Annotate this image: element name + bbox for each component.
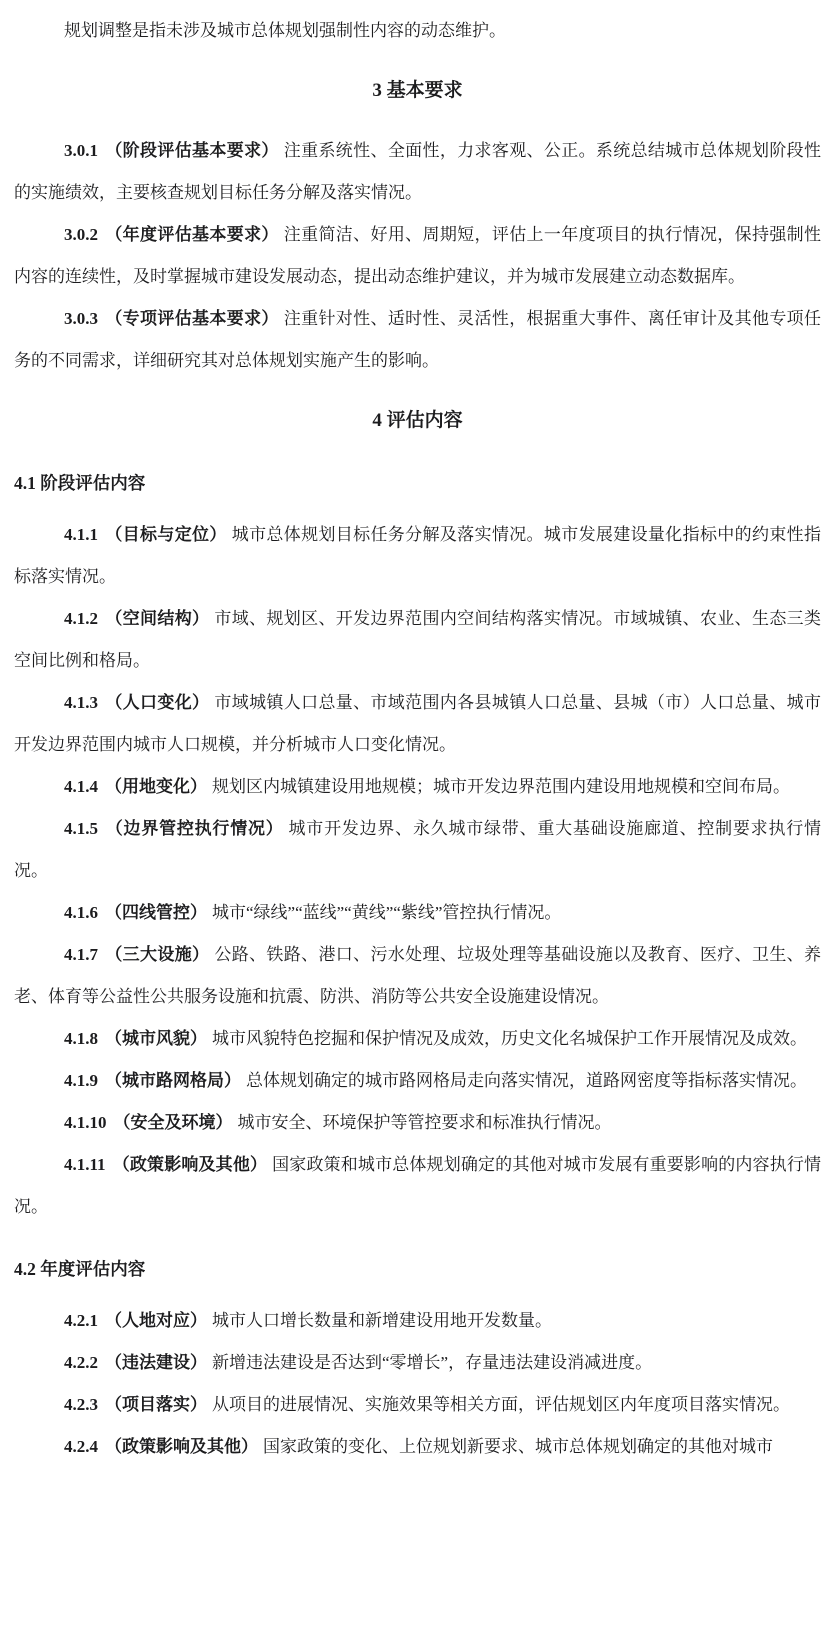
clause-number: 4.1.6 xyxy=(64,903,98,922)
clause-paragraph xyxy=(14,598,821,682)
clause-body: 从项目的进展情况、实施效果等相关方面，评估规划区内年度项目落实情况。 xyxy=(212,1395,790,1414)
clause-number: 4.1.11 xyxy=(64,1155,106,1174)
clause-label: （用地变化） xyxy=(105,777,207,796)
clause-number: 3.0.2 xyxy=(64,225,98,244)
section-4-2-clauses xyxy=(14,1300,821,1468)
clause-paragraph xyxy=(14,1102,821,1144)
clause-number: 4.1.1 xyxy=(64,525,98,544)
clause-label: （人口变化） xyxy=(105,693,210,712)
clause-label: （政策影响及其他） xyxy=(112,1155,268,1174)
clause-body: 城市人口增长数量和新增建设用地开发数量。 xyxy=(212,1311,552,1330)
clause-body: 城市“绿线”“蓝线”“黄线”“紫线”管控执行情况。 xyxy=(212,903,562,922)
clause-body: 总体规划确定的城市路网格局走向落实情况，道路网密度等指标落实情况。 xyxy=(246,1071,807,1090)
clause-paragraph xyxy=(14,1342,821,1384)
clause-body: 注重系统性、全面性，力求客观、公正。系统总结城市总体规划阶段性的实施绩效，主要核查规划目标任务分解及落实情况。 xyxy=(14,141,822,202)
clause-label: （年度评估基本要求） xyxy=(105,225,279,244)
clause-paragraph xyxy=(14,130,821,214)
clause-body: 市域城镇人口总量、市域范围内各县城镇人口总量、县城（市）人口总量、城市开发边界范围内城市人口规模，并分析城市人口变化情况。 xyxy=(14,693,821,754)
clause-paragraph xyxy=(14,934,821,1018)
clause-label: （项目落实） xyxy=(105,1395,207,1414)
clause-number: 4.1.7 xyxy=(64,945,98,964)
clause-body: 国家政策的变化、上位规划新要求、城市总体规划确定的其他对城市 xyxy=(263,1437,773,1456)
clause-body: 注重简洁、好用、周期短，评估上一年度项目的执行情况，保持强制性内容的连续性，及时掌握城市建设发展动态，提出动态维护建议，并为城市发展建立动态数据库。 xyxy=(14,225,822,286)
clause-number: 4.1.8 xyxy=(64,1029,98,1048)
clause-body: 城市开发边界、永久城市绿带、重大基础设施廊道、控制要求执行情况。 xyxy=(14,819,822,880)
clause-label: （三大设施） xyxy=(105,945,210,964)
clause-paragraph xyxy=(14,1384,821,1426)
section-4-2-heading: 4.2 年度评估内容 xyxy=(14,1259,146,1279)
clause-label: （城市风貌） xyxy=(105,1029,207,1048)
clause-number: 4.1.5 xyxy=(64,819,98,838)
clause-label: （专项评估基本要求） xyxy=(105,309,279,328)
clause-paragraph xyxy=(14,514,821,598)
chapter-4-heading: 4 评估内容 xyxy=(372,410,463,431)
clause-body: 公路、铁路、港口、污水处理、垃圾处理等基础设施以及教育、医疗、卫生、养老、体育等公益性公共服务设施和抗震、防洪、消防等公共安全设施建设情况。 xyxy=(14,945,821,1006)
clause-number: 4.1.4 xyxy=(64,777,98,796)
clause-number: 4.1.3 xyxy=(64,693,98,712)
clause-number: 4.2.2 xyxy=(64,1353,98,1372)
clause-label: （空间结构） xyxy=(105,609,210,628)
clause-paragraph xyxy=(14,1144,821,1228)
clause-body: 新增违法建设是否达到“零增长”，存量违法建设消减进度。 xyxy=(212,1353,653,1372)
clause-label: （安全及环境） xyxy=(113,1113,233,1132)
clause-paragraph xyxy=(14,1018,821,1060)
clause-number: 4.1.10 xyxy=(64,1113,107,1132)
clause-paragraph xyxy=(14,808,821,892)
clause-body: 规划区内城镇建设用地规模；城市开发边界范围内建设用地规模和空间布局。 xyxy=(212,777,790,796)
clause-body: 国家政策和城市总体规划确定的其他对城市发展有重要影响的内容执行情况。 xyxy=(14,1155,822,1216)
clause-body: 城市风貌特色挖掘和保护情况及成效，历史文化名城保护工作开展情况及成效。 xyxy=(212,1029,807,1048)
chapter-3-clauses xyxy=(14,130,821,382)
clause-label: （目标与定位） xyxy=(105,525,227,544)
clause-label: （违法建设） xyxy=(105,1353,207,1372)
clause-number: 4.1.9 xyxy=(64,1071,98,1090)
section-4-1-heading: 4.1 阶段评估内容 xyxy=(14,473,146,493)
clause-paragraph xyxy=(14,1426,821,1468)
clause-number: 4.1.2 xyxy=(64,609,98,628)
clause-number: 4.2.3 xyxy=(64,1395,98,1414)
clause-number: 4.2.4 xyxy=(64,1437,98,1456)
clause-paragraph xyxy=(14,1300,821,1342)
chapter-3-heading: 3 基本要求 xyxy=(372,80,463,101)
clause-paragraph xyxy=(14,1060,821,1102)
clause-body: 城市安全、环境保护等管控要求和标准执行情况。 xyxy=(237,1113,612,1132)
clause-body: 市域、规划区、开发边界范围内空间结构落实情况。市域城镇、农业、生态三类空间比例和格局。 xyxy=(14,609,821,670)
clause-number: 4.2.1 xyxy=(64,1311,98,1330)
clause-paragraph xyxy=(14,892,821,934)
clause-body: 城市总体规划目标任务分解及落实情况。城市发展建设量化指标中的约束性指标落实情况。 xyxy=(14,525,822,586)
clause-paragraph xyxy=(14,766,821,808)
clause-label: （四线管控） xyxy=(105,903,207,922)
clause-label: （边界管控执行情况） xyxy=(105,819,284,838)
clause-number: 3.0.3 xyxy=(64,309,98,328)
clause-paragraph xyxy=(14,214,821,298)
clause-paragraph xyxy=(14,682,821,766)
clause-number: 3.0.1 xyxy=(64,141,98,160)
clause-label: （城市路网格局） xyxy=(105,1071,241,1090)
clause-body: 注重针对性、适时性、灵活性，根据重大事件、离任审计及其他专项任务的不同需求，详细研究其对总体规划实施产生的影响。 xyxy=(14,309,822,370)
clause-label: （阶段评估基本要求） xyxy=(105,141,279,160)
intro-paragraph: 规划调整是指未涉及城市总体规划强制性内容的动态维护。 xyxy=(64,21,506,40)
clause-label: （政策影响及其他） xyxy=(105,1437,258,1456)
clause-paragraph xyxy=(14,298,821,382)
section-4-1-clauses xyxy=(14,514,821,1228)
clause-label: （人地对应） xyxy=(105,1311,207,1330)
